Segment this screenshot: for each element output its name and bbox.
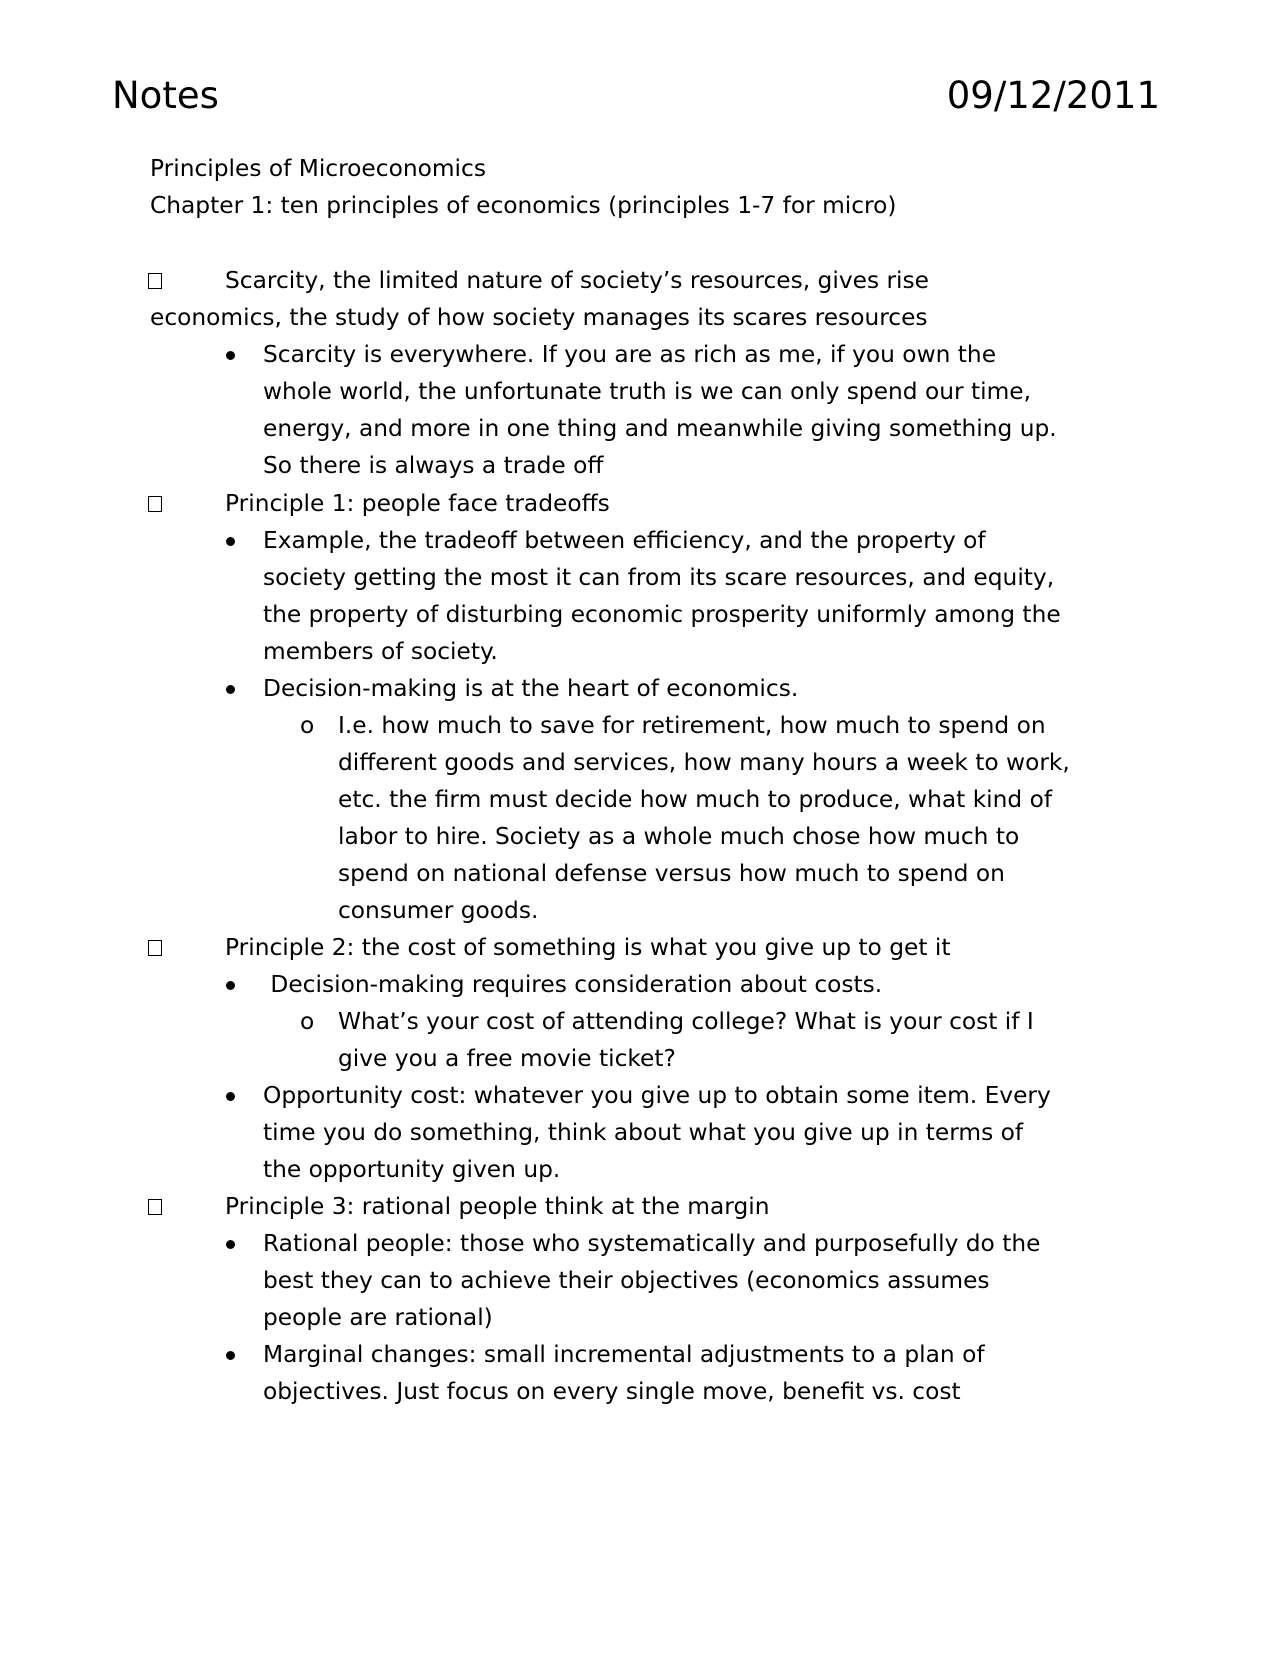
p3-bullet2-line-2: objectives. Just focus on every single move, benefit vs. cost bbox=[263, 1378, 961, 1405]
scarcity-bullet1-line-3: energy, and more in one thing and meanwhile giving something up. bbox=[263, 415, 1057, 442]
p1-bullet2: Decision-making is at the heart of economics. bbox=[263, 675, 799, 702]
filled-circle-bullet-icon bbox=[226, 1092, 235, 1101]
p3-bullet1-line-3: people are rational) bbox=[263, 1304, 493, 1331]
p1-sub1-line-2: different goods and services, how many hours a week to work, bbox=[338, 749, 1070, 776]
sub-bullet-o-icon: o bbox=[300, 712, 315, 739]
p1-sub1-line-6: consumer goods. bbox=[338, 897, 539, 924]
p1-bullet1-line-4: members of society. bbox=[263, 638, 498, 665]
p2-sub1-line-2: give you a free movie ticket? bbox=[338, 1045, 676, 1072]
scarcity-bullet1-line-1: Scarcity is everywhere. If you are as rich as me, if you own the bbox=[263, 341, 997, 368]
p2-bullet2-line-1: Opportunity cost: whatever you give up to obtain some item. Every bbox=[263, 1082, 1051, 1109]
sub-bullet-o-icon: o bbox=[300, 1008, 315, 1035]
chapter-title: Chapter 1: ten principles of economics (principles 1-7 for micro) bbox=[150, 192, 897, 219]
principle-1-title: Principle 1: people face tradeoffs bbox=[225, 490, 610, 517]
p2-bullet2-line-3: the opportunity given up. bbox=[263, 1156, 561, 1183]
filled-circle-bullet-icon bbox=[226, 537, 235, 546]
p3-bullet1-line-1: Rational people: those who systematically and purposefully do the bbox=[263, 1230, 1041, 1257]
p1-bullet1-line-1: Example, the tradeoff between efficiency, and the property of bbox=[263, 527, 986, 554]
missing-glyph-box-icon bbox=[148, 496, 162, 512]
scarcity-line-1: Scarcity, the limited nature of society’s resources, gives rise bbox=[225, 267, 930, 294]
notes-title: Notes bbox=[112, 74, 219, 117]
missing-glyph-box-icon bbox=[148, 273, 162, 289]
p3-bullet1-line-2: best they can to achieve their objectives (economics assumes bbox=[263, 1267, 990, 1294]
p2-bullet1: Decision-making requires consideration about costs. bbox=[263, 971, 883, 998]
p1-sub1-line-3: etc. the firm must decide how much to produce, what kind of bbox=[338, 786, 1053, 813]
principle-2-title: Principle 2: the cost of something is what you give up to get it bbox=[225, 934, 951, 961]
scarcity-bullet1-line-4: So there is always a trade off bbox=[263, 452, 604, 479]
course-title: Principles of Microeconomics bbox=[150, 155, 486, 182]
missing-glyph-box-icon bbox=[148, 940, 162, 956]
p1-bullet1-line-2: society getting the most it can from its scare resources, and equity, bbox=[263, 564, 1055, 591]
p3-bullet2-line-1: Marginal changes: small incremental adjustments to a plan of bbox=[263, 1341, 985, 1368]
p2-sub1-line-1: What’s your cost of attending college? What is your cost if I bbox=[338, 1008, 1034, 1035]
scarcity-line-2: economics, the study of how society manages its scares resources bbox=[150, 304, 928, 331]
filled-circle-bullet-icon bbox=[226, 685, 235, 694]
filled-circle-bullet-icon bbox=[226, 1240, 235, 1249]
filled-circle-bullet-icon bbox=[226, 1351, 235, 1360]
principle-3-title: Principle 3: rational people think at the margin bbox=[225, 1193, 770, 1220]
p1-sub1-line-5: spend on national defense versus how much to spend on bbox=[338, 860, 1005, 887]
p1-sub1-line-1: I.e. how much to save for retirement, how much to spend on bbox=[338, 712, 1046, 739]
p1-sub1-line-4: labor to hire. Society as a whole much chose how much to bbox=[338, 823, 1020, 850]
notes-date: 09/12/2011 bbox=[946, 74, 1160, 117]
filled-circle-bullet-icon bbox=[226, 981, 235, 990]
scarcity-bullet1-line-2: whole world, the unfortunate truth is we can only spend our time, bbox=[263, 378, 1032, 405]
p1-bullet1-line-3: the property of disturbing economic prosperity uniformly among the bbox=[263, 601, 1061, 628]
filled-circle-bullet-icon bbox=[226, 351, 235, 360]
p2-bullet2-line-2: time you do something, think about what you give up in terms of bbox=[263, 1119, 1024, 1146]
missing-glyph-box-icon bbox=[148, 1199, 162, 1215]
